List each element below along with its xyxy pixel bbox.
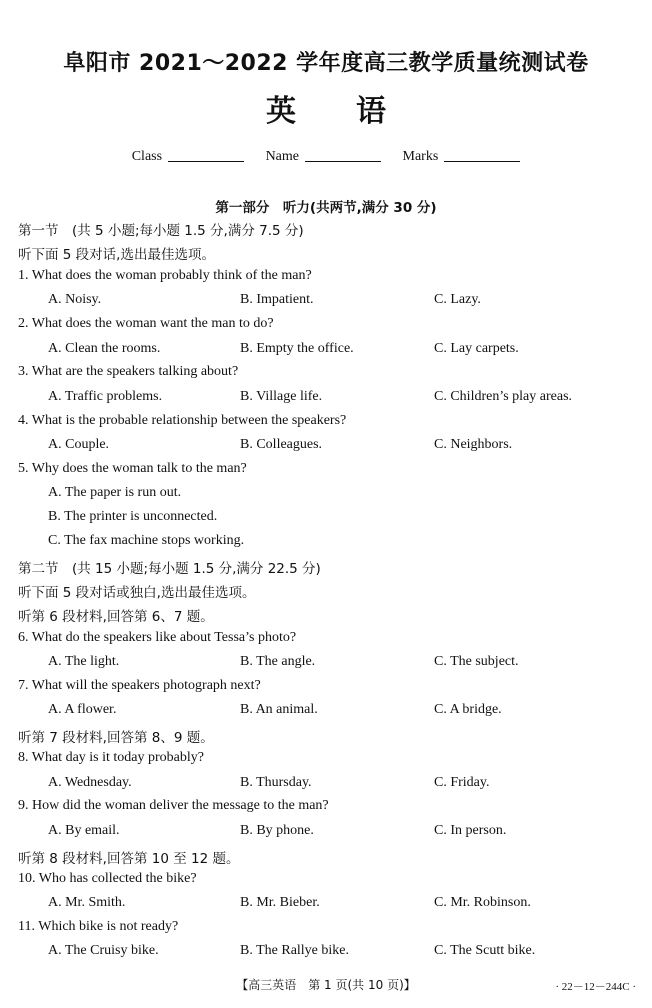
option-a: A. Mr. Smith. <box>48 895 126 910</box>
option-c: C. A bridge. <box>434 702 502 717</box>
question-stem: 3. What are the speakers talking about? <box>18 364 239 379</box>
question-stem: 6. What do the speakers like about Tessa’s photo? <box>18 630 297 645</box>
option-b: B. The Rallye bike. <box>240 943 349 958</box>
class-field <box>132 149 244 165</box>
option-c: C. The Scutt bike. <box>434 943 536 958</box>
section2-title: 第二节 (共 15 小题;每小题 1.5 分,满分 22.5 分) <box>18 561 321 577</box>
option-b: B. By phone. <box>240 823 314 838</box>
marks-blank <box>444 149 520 162</box>
option-c: C. Lazy. <box>434 292 481 307</box>
option-c: C. In person. <box>434 823 507 838</box>
question-stem: 4. What is the probable relationship between the speakers? <box>18 413 347 428</box>
question-stem: 10. Who has collected the bike? <box>18 871 197 886</box>
section2-instructions: 听下面 5 段对话或独白,选出最佳选项。 <box>18 585 256 601</box>
section1-instructions: 听下面 5 段对话,选出最佳选项。 <box>18 247 215 263</box>
student-info <box>0 149 652 165</box>
class-blank <box>168 149 244 162</box>
question-stem: 8. What day is it today probably? <box>18 750 204 765</box>
option-b: B. Impatient. <box>240 292 314 307</box>
option-b: B. Village life. <box>240 389 323 404</box>
marks-field <box>403 149 521 165</box>
option-a: A. By email. <box>48 823 120 838</box>
option-a: A. The light. <box>48 654 120 669</box>
option-a: A. Clean the rooms. <box>48 341 161 356</box>
option-c: C. The fax machine stops working. <box>48 533 245 548</box>
material-8-instruction: 听第 8 段材料,回答第 10 至 12 题。 <box>18 851 240 867</box>
option-b: B. Empty the office. <box>240 341 354 356</box>
marks-label: Marks <box>402 149 439 164</box>
option-b: B. The printer is unconnected. <box>48 509 218 524</box>
question-stem: 9. How did the woman deliver the message to the man? <box>18 798 329 813</box>
option-a: A. A flower. <box>48 702 117 717</box>
option-c: C. Friday. <box>434 775 490 790</box>
question-stem: 7. What will the speakers photograph next? <box>18 678 261 693</box>
option-b: B. Mr. Bieber. <box>240 895 320 910</box>
subject-title: 英语 <box>266 94 446 129</box>
name-field <box>266 149 381 165</box>
option-c: C. Mr. Robinson. <box>434 895 531 910</box>
part-heading: 第一部分 听力(共两节,满分 30 分) <box>215 200 437 216</box>
option-c: C. The subject. <box>434 654 519 669</box>
question-stem: 11. Which bike is not ready? <box>18 919 179 934</box>
document-code: · 22－12－244C · <box>555 981 636 993</box>
option-c: C. Neighbors. <box>434 437 513 452</box>
option-a: A. Traffic problems. <box>48 389 163 404</box>
question-stem: 5. Why does the woman talk to the man? <box>18 461 247 476</box>
name-blank <box>305 149 381 162</box>
option-b: B. Colleagues. <box>240 437 323 452</box>
option-c: C. Lay carpets. <box>434 341 519 356</box>
option-b: B. Thursday. <box>240 775 312 790</box>
option-a: A. Couple. <box>48 437 110 452</box>
class-label: Class <box>131 149 163 164</box>
option-b: B. An animal. <box>240 702 318 717</box>
option-a: A. Wednesday. <box>48 775 132 790</box>
question-stem: 2. What does the woman want the man to do? <box>18 316 274 331</box>
material-6-instruction: 听第 6 段材料,回答第 6、7 题。 <box>18 609 214 625</box>
exam-title: 阜阳市 2021～2022 学年度高三教学质量统测试卷 <box>63 51 589 76</box>
question-stem: 1. What does the woman probably think of the man? <box>18 268 312 283</box>
name-label: Name <box>265 149 299 164</box>
option-a: A. The Cruisy bike. <box>48 943 159 958</box>
option-b: B. The angle. <box>240 654 316 669</box>
option-a: A. Noisy. <box>48 292 102 307</box>
option-a: A. The paper is run out. <box>48 485 182 500</box>
section1-title: 第一节 (共 5 小题;每小题 1.5 分,满分 7.5 分) <box>18 223 304 239</box>
option-c: C. Children’s play areas. <box>434 389 573 404</box>
page-footer: 【高三英语 第 1 页(共 10 页)】 <box>236 978 416 992</box>
material-7-instruction: 听第 7 段材料,回答第 8、9 题。 <box>18 730 214 746</box>
